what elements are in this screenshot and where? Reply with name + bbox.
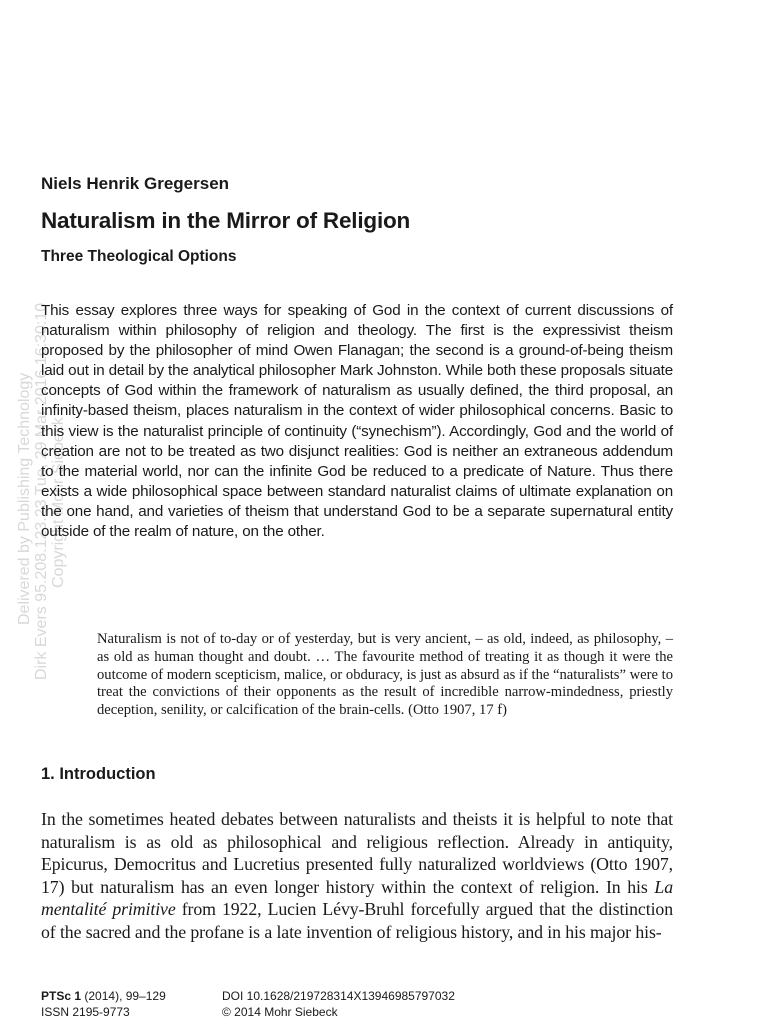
watermark-line-user: Dirk Evers 95.208.123.23 Tue, 29 Mar 2016 16:30:10	[33, 302, 50, 680]
article-subtitle: Three Theological Options	[41, 248, 237, 265]
footer-publisher-info	[222, 989, 455, 1020]
footer-journal-abbrev: PTSc	[41, 989, 72, 1003]
footer-pages: (2014), 99–129	[81, 989, 166, 1003]
abstract-paragraph: This essay explores three ways for speaking of God in the context of current discussions of naturalism within philosophy of religion and theology. The first is the expressivist theism proposed by the philosopher of mind Owen Flanagan; the second is a ground-of-being theism laid out in detail by the analytical philosopher Mark Johnston. While both these proposals situate concepts of God within the framework of naturalism as usually defined, the third proposal, an infinity-based theism, places naturalism in the context of wider philosophical concerns. Basic to this view is the naturalist principle of continuity (“synechism”). Accordingly, God and the world of creation are not to be treated as two disjunct realities: God is neither an extraneous addendum to the material world, nor can the infinite God be reduced to a predicate of Nature. Thus there exists a wide philosophical space between standard naturalist claims of ultimate explanation on the one hand, and varieties of theism that understand God to be a separate supernatural entity outside of the realm of nature, on the other.	[41, 302, 673, 541]
epigraph-quote: Naturalism is not of to-day or of yesterday, but is very ancient, – as old, indeed, as philosophy, – as old as human thought and doubt. … The favourite method of treating it as though it were the outcome of modern scepticism, malice, or obduracy, is just as absurd as if the “naturalists” were to treat the convictions of their opponents as the result of incredible narrow-mindedness, priestly deception, senility, or calcification of the brain-cells. (Otto 1907, 17 f)	[97, 631, 673, 719]
footer-issn: ISSN 2195-9773	[41, 1004, 130, 1019]
footer-journal-info	[41, 989, 166, 1020]
footer-volume: 1	[74, 989, 82, 1003]
section-heading-introduction: 1. Introduction	[41, 765, 156, 783]
footer-doi: DOI 10.1628/219728314X13946985797032	[222, 989, 455, 1003]
watermark-line-delivered: Delivered by Publishing Technology	[16, 372, 33, 625]
article-title: Naturalism in the Mirror of Religion	[41, 208, 411, 233]
intro-text-part-2: from 1922, Lucien Lévy-Bruhl forcefully argued that the distinction of the sacred and the profane is a late invention of religious history, and in his major his-	[41, 899, 673, 942]
intro-book-title: La mentalité primitive	[41, 876, 673, 920]
author-name: Niels Henrik Gregersen	[41, 174, 230, 193]
footer-citation	[41, 989, 166, 1005]
footer-copyright: © 2014 Mohr Siebeck	[222, 1004, 338, 1019]
intro-text-part-1: In the sometimes heated debates between naturalists and theists it is helpful to note that naturalism is as old as philosophical and religious reflection. Already in antiquity, Epicurus, Democritus and Lucretius presented fully naturalized worldviews (Otto 1907, 17) but naturalism has an even longer history within the context of religion. In his	[41, 809, 673, 897]
introduction-paragraph	[41, 808, 673, 944]
watermark-line-copyright: Copyright Mohr Siebeck	[50, 417, 67, 588]
